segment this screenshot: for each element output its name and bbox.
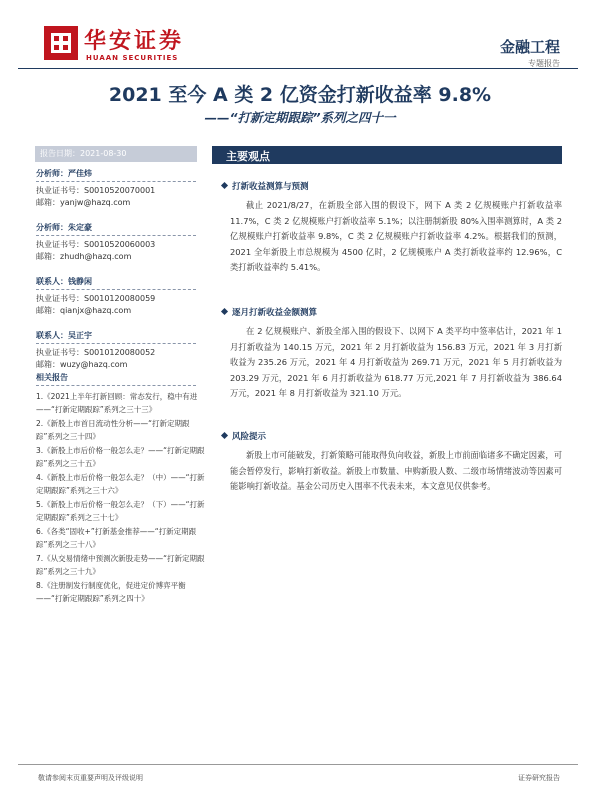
section-heading: 风险提示 — [232, 432, 267, 442]
analyst-cert: 执业证书号：S0010520070001 — [36, 186, 156, 195]
section-risk-warning — [222, 430, 562, 495]
section-body: 在 2 亿规模账户、新股全部入围的假设下、以网下 A 类平均中签率估计，2021 年 1 月打新收益为 140.15 万元，2021 年 2 月打新收益为 156.83 万元，2021 年 3 月打新收益为 235.26 万元，2021 年 4 月打新收益为 269.71 万元，2021 年 5 月打新收益为 203.29 万元，2021 年 6 月打新收益为 618.77 万元,2021 年 7 月打新收益为 386.64 万元，2021 年 8 月打新收益为 321.10 万元。 — [230, 326, 562, 398]
diamond-bullet-icon — [221, 308, 228, 315]
diamond-bullet-icon — [221, 182, 228, 189]
related-report-item: 7.《从交易情绪中预测次新股走势——“打新定期跟踪”系列之三十九》 — [36, 554, 205, 576]
main-view-header — [212, 146, 562, 164]
logo-icon — [44, 26, 78, 60]
contact-name: 联系人：吴正宇 — [36, 330, 196, 344]
analyst-name: 分析师：严佳炜 — [36, 168, 196, 182]
main-view-label: 主要观点 — [226, 150, 270, 163]
analyst-cert: 执业证书号：S0010520060003 — [36, 240, 156, 249]
contact-block — [36, 330, 196, 371]
analyst-block — [36, 222, 196, 263]
related-report-item: 6.《各类“固收+”打新基金推荐——“打新定期跟踪”系列之三十八》 — [36, 527, 197, 549]
footer-divider — [18, 764, 578, 765]
department-label: 金融工程 — [499, 38, 560, 56]
footer-label: 证券研究报告 — [518, 774, 560, 782]
related-report-item: 4.《新股上市后价格一般怎么走？（中）——“打新定期跟踪”系列之三十六》 — [36, 473, 205, 495]
report-type-label: 专题报告 — [528, 59, 560, 68]
header-divider — [18, 68, 578, 69]
related-reports-list — [36, 390, 206, 606]
logo-text: 华安证券 — [84, 28, 185, 54]
contact-block — [36, 276, 196, 317]
logo-english: HUAAN SECURITIES — [86, 54, 179, 62]
related-report-item: 1.《2021上半年打新回顾：常态发行，稳中有进——“打新定期跟踪”系列之三十三》 — [36, 392, 198, 414]
report-date: 报告日期：2021-08-30 — [35, 146, 197, 162]
section-ipo-return-forecast — [222, 180, 562, 276]
related-report-item: 8.《注册制发行制度优化，促进定价博弈平衡——“打新定期跟踪”系列之四十》 — [36, 581, 186, 603]
contact-email: 邮箱：qianjx@hazq.com — [36, 306, 132, 315]
section-body: 新股上市可能破发，打新策略可能取得负向收益，新股上市前面临诸多不确定因素，可能会暂停发行，影响打新收益。新股上市数量、申购新股人数、二级市场情绪波动等因素可能影响打新收益。基金公司历史入围率不代表未来，本文意见仅供参考。 — [230, 450, 562, 491]
contact-name: 联系人：钱静闲 — [36, 276, 196, 290]
analyst-block — [36, 168, 196, 209]
section-body: 截止 2021/8/27，在新股全部入围的假设下，网下 A 类 2 亿规模账户打新收益率 11.7%，C 类 2 亿规模账户打新收益率 5.1%；以注册制新股 80%入围率测算时，A 类 2 亿规模账户打新收益率 9.8%，C 类 2 亿规模账户打新收益率 4.2%。根据我们的预测，2021 全年新股上市总规模为 4500 亿时，2 亿规模账户 A 类打新收益率约 12.96%，C 类打新收益率约 5.41%。 — [230, 200, 562, 272]
related-report-item: 3.《新股上市后价格一般怎么走？——“打新定期跟踪”系列之三十五》 — [36, 446, 205, 468]
diamond-bullet-icon — [221, 432, 228, 439]
analyst-email: 邮箱：zhudh@hazq.com — [36, 252, 132, 261]
analyst-name: 分析师：朱定豪 — [36, 222, 196, 236]
footer-disclaimer: 敬请参阅末页重要声明及评级说明 — [38, 774, 143, 782]
section-heading: 逐月打新收益金额测算 — [232, 308, 318, 318]
analyst-email: 邮箱：yanjw@hazq.com — [36, 198, 131, 207]
section-monthly-returns — [222, 306, 562, 402]
report-title: 2021 至今 A 类 2 亿资金打新收益率 9.8% — [108, 84, 492, 106]
contact-cert: 执业证书号：S0010120080059 — [36, 294, 156, 303]
contact-email: 邮箱：wuzy@hazq.com — [36, 360, 128, 369]
related-reports-heading: 相关报告 — [36, 372, 196, 386]
report-subtitle: ——“打新定期跟踪”系列之四十一 — [204, 110, 396, 125]
related-report-item: 2.《新股上市首日流动性分析——“打新定期跟踪”系列之三十四》 — [36, 419, 190, 441]
contact-cert: 执业证书号：S0010120080052 — [36, 348, 156, 357]
related-report-item: 5.《新股上市后价格一般怎么走？（下）——“打新定期跟踪”系列之三十七》 — [36, 500, 205, 522]
section-heading: 打新收益测算与预测 — [232, 182, 309, 192]
